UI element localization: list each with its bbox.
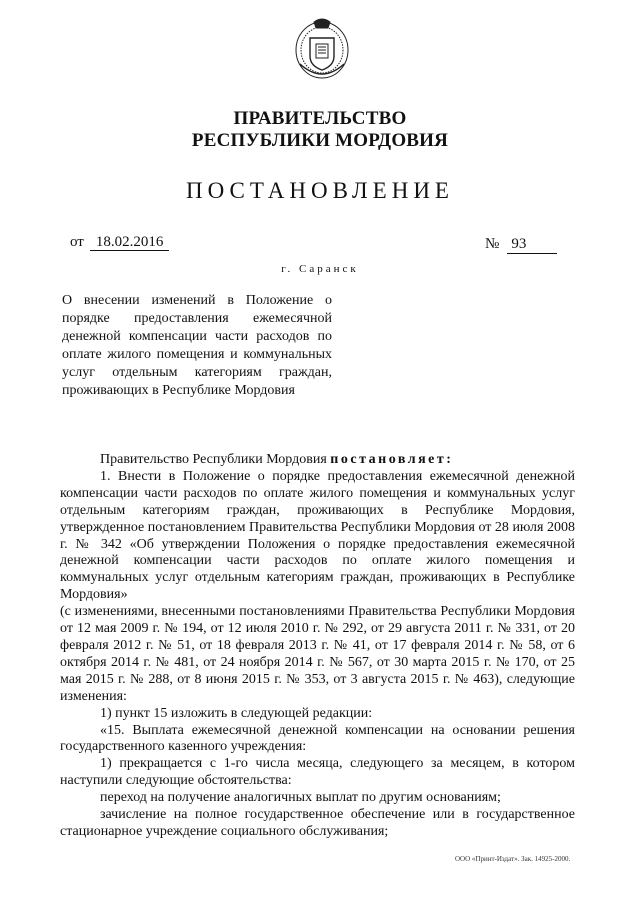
- document-date: [70, 234, 169, 251]
- subject-block: О внесении изменений в Положение о порядке предоставления ежемесячной денежной компенсации части расходов по оплате жилого помещения и коммунальных услуг отдельным категориям граждан, проживающих в Республике Мордовия: [62, 293, 332, 398]
- city-label: г. Саранск: [281, 263, 359, 275]
- org-name-line2: РЕСПУБЛИКИ МОРДОВИЯ: [191, 130, 449, 151]
- paragraph-2: 1) пункт 15 изложить в следующей редакции:: [100, 705, 373, 721]
- date-prefix: от: [70, 234, 84, 250]
- document-number: [485, 236, 557, 254]
- paragraph-3: «15. Выплата ежемесячной денежной компенсации на основании решения государственного казенного учреждения:: [60, 722, 575, 755]
- printer-footer: ООО «Принт-Издат». Зак. 14925-2000.: [455, 855, 571, 863]
- document-type-title: ПОСТАНОВЛЕНИЕ: [186, 178, 454, 203]
- document-body: [60, 452, 575, 841]
- paragraph-5: переход на получение аналогичных выплат по другим основаниям;: [100, 790, 501, 806]
- number-prefix: №: [485, 236, 500, 252]
- coat-of-arms-emblem: [292, 14, 352, 82]
- paragraph-1-continued: (с изменениями, внесенными постановлениями Правительства Республики Мордовия от 12 мая 2009 г. № 194, от 12 июля 2010 г. № 292, от 29 августа 2011 г. № 331, от 20 февраля 2012 г. № 51, от 18 февраля 2013 г. № 41, от 17 февраля 2014 г. № 58, от 6 октября 2014 г. № 481, от 24 ноября 2014 г. № 567, от 30 марта 2015 г. № 170, от 25 мая 2015 г. № 288, от 8 июня 2015 г. № 353, от 3 августа 2015 г. № 463), следующие изменения:: [60, 604, 575, 704]
- intro-paragraph: [60, 452, 575, 469]
- paragraph-6: зачисление на полное государственное обеспечение или в государственное стационарное учреждение социального обслуживания;: [60, 807, 575, 839]
- intro-verb: постановляет:: [330, 452, 454, 467]
- org-name-line1: ПРАВИТЕЛЬСТВО: [233, 108, 407, 129]
- number-value: 93: [507, 236, 557, 254]
- intro-text: Правительство Республики Мордовия: [100, 452, 327, 467]
- paragraph-4: 1) прекращается с 1-го числа месяца, следующего за месяцем, в котором наступили следующие обстоятельства:: [60, 756, 575, 789]
- date-value: 18.02.2016: [90, 234, 170, 251]
- paragraph-1: 1. Внести в Положение о порядке предоставления ежемесячной денежной компенсации части расходов по оплате жилого помещения и коммунальных услуг отдельным категориям граждан, проживающих в Республике Мордовия, утвержденное постановлением Правительства Республики Мордовия от 28 июля 2008 г. № 342 «Об утверждении Положения о порядке предоставления ежемесячной денежной компенсации части расходов по оплате жилого помещения и коммунальных услуг отдельным категориям граждан, проживающих в Республике Мордовия»: [60, 468, 575, 603]
